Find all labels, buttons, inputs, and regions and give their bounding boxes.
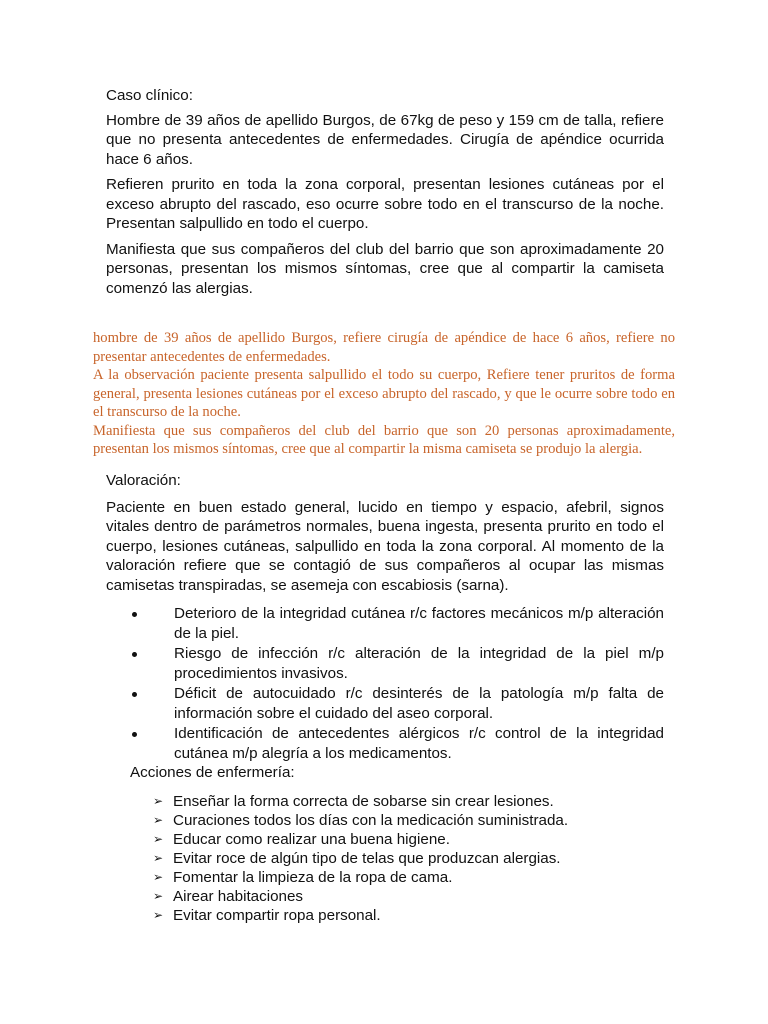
action-item: [153, 849, 670, 868]
rewritten-case-section: [93, 329, 675, 459]
diagnosis-list: [130, 604, 664, 763]
case-title: Caso clínico:: [106, 87, 193, 104]
action-text: Enseñar la forma correcta de sobarse sin crear lesiones.: [173, 792, 554, 810]
actions-title: Acciones de enfermería:: [130, 764, 295, 781]
assessment-section: [106, 471, 664, 764]
rewrite-paragraph-2: A la observación paciente presenta salpullido el todo su cuerpo, Refiere tener pruritos de forma general, presenta lesiones cutáneas por el exceso abrupto del rascado, y que le ocurre sobre todo en el transcurso de la noche.: [93, 367, 675, 420]
action-item: [153, 792, 670, 811]
rewrite-paragraph-3: Manifiesta que sus compañeros del club del barrio que son 20 personas aproximadamente, presentan los mismos síntomas, cree que al compartir la misma camiseta se produjo la alergia.: [93, 422, 675, 457]
action-text: Airear habitaciones: [173, 887, 304, 905]
arrow-bullet-icon: ➢: [153, 888, 164, 903]
action-text: Educar como realizar una buena higiene.: [173, 830, 450, 848]
action-item: [153, 868, 670, 887]
action-item: [153, 811, 670, 830]
bullet-icon: [132, 732, 137, 737]
diagnosis-text: Identificación de antecedentes alérgicos r/c control de la integridad cutánea m/p alegría a los medicamentos.: [174, 725, 664, 762]
diagnosis-item: [130, 604, 664, 643]
diagnosis-text: Deterioro de la integridad cutánea r/c factores mecánicos m/p alteración de la piel.: [174, 605, 664, 642]
arrow-bullet-icon: ➢: [153, 869, 164, 884]
assessment-text: Paciente en buen estado general, lucido en tiempo y espacio, afebril, signos vitales dentro de parámetros normales, buena ingesta, presenta prurito en todo el cuerpo, lesiones cutáneas, salpullido en toda la zona corporal. Al momento de la valoración refiere que se contagió de sus compañeros al ocupar las mismas camisetas transpiradas, se asemeja con escabiosis (sarna).: [106, 498, 664, 594]
case-section: [106, 86, 664, 298]
rewrite-paragraph-1: hombre de 39 años de apellido Burgos, refiere cirugía de apéndice de hace 6 años, refiere no presentar antecedentes de enfermedades.: [93, 330, 675, 365]
diagnosis-item: [130, 644, 664, 683]
action-text: Curaciones todos los días con la medicación suministrada.: [173, 811, 569, 829]
case-paragraph-3: Manifiesta que sus compañeros del club del barrio que son aproximadamente 20 personas, presentan los mismos síntomas, cree que al compartir la camiseta comenzó las alergias.: [106, 240, 664, 297]
diagnosis-text: Déficit de autocuidado r/c desinterés de la patología m/p falta de información sobre el cuidado del aseo corporal.: [174, 685, 664, 722]
case-paragraph-1: Hombre de 39 años de apellido Burgos, de 67kg de peso y 159 cm de talla, refiere que no presenta antecedentes de enfermedades. Cirugía de apéndice ocurrida hace 6 años.: [106, 111, 664, 168]
action-text: Fomentar la limpieza de la ropa de cama.: [173, 868, 453, 886]
arrow-bullet-icon: ➢: [153, 812, 164, 827]
diagnosis-text: Riesgo de infección r/c alteración de la integridad de la piel m/p procedimientos invasivos.: [174, 645, 664, 682]
diagnosis-item: [130, 724, 664, 763]
arrow-bullet-icon: ➢: [153, 907, 164, 922]
bullet-icon: [132, 652, 137, 657]
arrow-bullet-icon: ➢: [153, 793, 164, 808]
action-item: [153, 887, 670, 906]
arrow-bullet-icon: ➢: [153, 831, 164, 846]
action-item: [153, 906, 670, 925]
arrow-bullet-icon: ➢: [153, 850, 164, 865]
actions-list: [153, 792, 670, 925]
action-text: Evitar compartir ropa personal.: [173, 906, 381, 924]
action-item: [153, 830, 670, 849]
action-text: Evitar roce de algún tipo de telas que produzcan alergias.: [173, 849, 561, 867]
actions-section: [130, 763, 670, 925]
bullet-icon: [132, 692, 137, 697]
bullet-icon: [132, 612, 137, 617]
case-paragraph-2: Refieren prurito en toda la zona corporal, presentan lesiones cutáneas por el exceso abrupto del rascado, eso ocurre sobre todo en el transcurso de la noche. Presentan salpullido en todo el cuerpo.: [106, 176, 664, 232]
diagnosis-item: [130, 684, 664, 723]
assessment-title: Valoración:: [106, 472, 181, 489]
